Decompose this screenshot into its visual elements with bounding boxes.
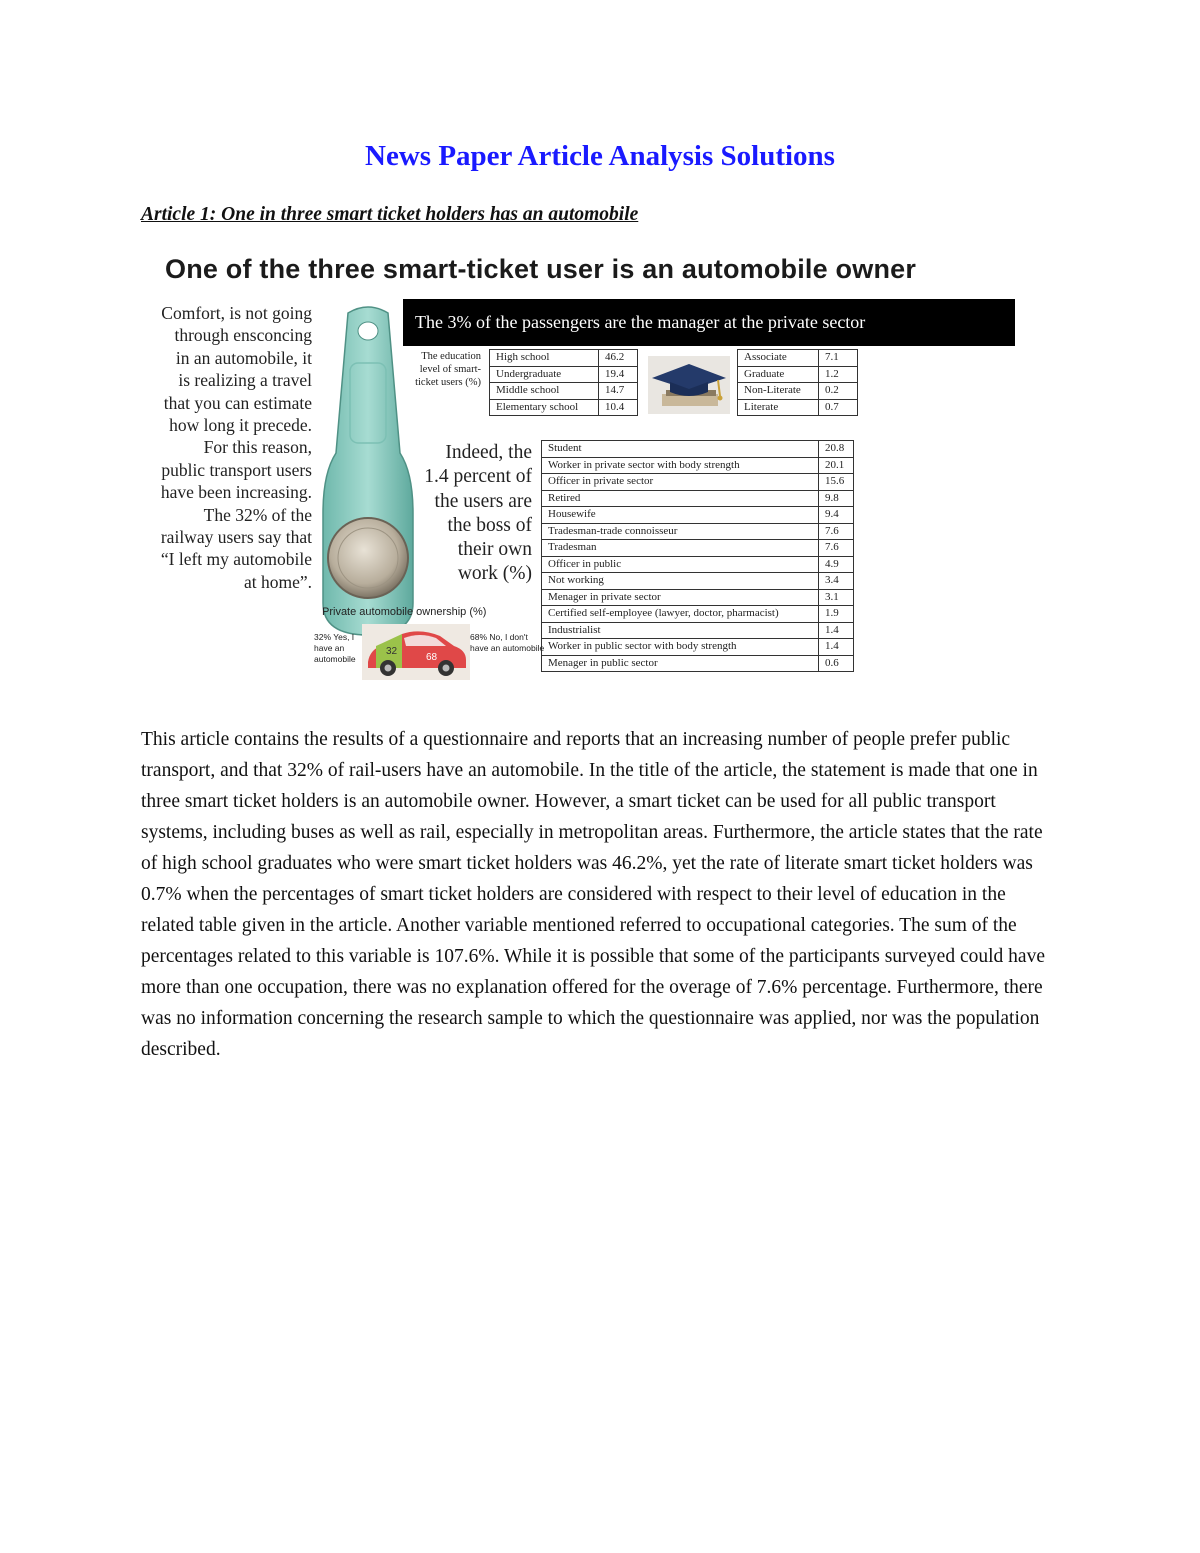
car-no-label: 68% No, I don't have an automobile — [470, 632, 545, 653]
table-cell: 9.8 — [819, 490, 854, 507]
table-cell: 7.6 — [819, 523, 854, 540]
table-cell: 7.1 — [819, 350, 858, 367]
analysis-paragraph: This article contains the results of a questionnaire and reports that an increasing number of people prefer public transport, and that 32% of rail-users have an automobile. In the title of the article, the statement is made that one in three smart ticket holders is an automobile owner. However, a smart ticket can be used for all public transport systems, including buses as well as rail, especially in metropolitan areas. Furthermore, the article states that the rate of high school graduates who were smart ticket holders was 46.2%, yet the rate of literate smart ticket holders was 0.7% when the percentages of smart ticket holders are considered with respect to their level of education in the related table given in the article. Another variable mentioned referred to occupational categories. The sum of the percentages related to this variable is 107.6%. While it is possible that some of the participants surveyed could have more than one occupation, there was no explanation offered for the overage of 7.6% percentage. Furthermore, there was no information concerning the research sample to which the questionnaire was applied, nor was the population described. — [141, 729, 1045, 1060]
education-table-label: The education level of smart-ticket users (%) — [415, 351, 481, 388]
page-title: News Paper Article Analysis Solutions — [365, 140, 835, 172]
table-cell: 3.1 — [819, 589, 854, 606]
table-row — [738, 366, 858, 383]
table-row — [738, 383, 858, 400]
table-row — [542, 655, 854, 672]
table-row — [490, 366, 638, 383]
table-cell: Officer in public — [542, 556, 819, 573]
table-cell: Graduate — [738, 366, 819, 383]
car-icon — [362, 624, 470, 680]
boss-text: Indeed, the 1.4 percent of the users are the boss of their own work (%) — [424, 442, 532, 585]
graduation-cap-icon — [648, 356, 730, 414]
table-cell: 19.4 — [599, 366, 638, 383]
table-cell: High school — [490, 350, 599, 367]
table-cell: 0.7 — [819, 399, 858, 416]
occupation-table — [541, 440, 854, 672]
figure-headline: One of the three smart-ticket user is an automobile owner — [165, 254, 917, 284]
education-table-left — [489, 349, 638, 416]
table-cell: 1.9 — [819, 606, 854, 623]
table-cell: 46.2 — [599, 350, 638, 367]
table-cell: Menager in public sector — [542, 655, 819, 672]
table-row — [542, 573, 854, 590]
table-cell: 15.6 — [819, 474, 854, 491]
car-no-value: 68 — [426, 652, 438, 663]
figure-quote: Comfort, is not going through ensconcing in an automobile, it is realizing a travel that you can estimate how long it precede. For this reason, public transport users have been increasing. The 32% of the railway users say that “I left my automobile at home”. — [160, 303, 312, 592]
table-cell: 1.4 — [819, 622, 854, 639]
table-cell: 7.6 — [819, 540, 854, 557]
table-cell: Menager in private sector — [542, 589, 819, 606]
table-cell: 20.8 — [819, 441, 854, 458]
table-row — [542, 523, 854, 540]
table-cell: Certified self-employee (lawyer, doctor, pharmacist) — [542, 606, 819, 623]
smart-ticket-keyfob-image — [318, 303, 418, 638]
table-cell: 9.4 — [819, 507, 854, 524]
table-cell: Tradesman — [542, 540, 819, 557]
table-cell: Housewife — [542, 507, 819, 524]
table-cell: 14.7 — [599, 383, 638, 400]
table-cell: 4.9 — [819, 556, 854, 573]
table-cell: Associate — [738, 350, 819, 367]
table-row — [490, 399, 638, 416]
table-row — [542, 540, 854, 557]
car-yes-value: 32 — [386, 646, 398, 657]
table-cell: Retired — [542, 490, 819, 507]
table-row — [542, 606, 854, 623]
table-row — [738, 399, 858, 416]
table-cell: Industrialist — [542, 622, 819, 639]
figure-banner: The 3% of the passengers are the manager at the private sector — [403, 299, 1015, 346]
table-cell: Non-Literate — [738, 383, 819, 400]
table-row — [738, 350, 858, 367]
table-row — [542, 556, 854, 573]
table-row — [490, 383, 638, 400]
car-ownership-title: Private automobile ownership (%) — [322, 606, 487, 618]
table-cell: Literate — [738, 399, 819, 416]
table-cell: Not working — [542, 573, 819, 590]
table-cell: 0.2 — [819, 383, 858, 400]
table-row — [490, 350, 638, 367]
article-subtitle: Article 1: One in three smart ticket holders has an automobile — [141, 204, 639, 225]
table-cell: Worker in private sector with body strength — [542, 457, 819, 474]
table-cell: 20.1 — [819, 457, 854, 474]
table-cell: Tradesman-trade connoisseur — [542, 523, 819, 540]
table-cell: Student — [542, 441, 819, 458]
table-cell: 1.2 — [819, 366, 858, 383]
table-cell: 10.4 — [599, 399, 638, 416]
table-row — [542, 639, 854, 656]
table-cell: Elementary school — [490, 399, 599, 416]
table-row — [542, 589, 854, 606]
table-cell: 0.6 — [819, 655, 854, 672]
table-row — [542, 441, 854, 458]
education-table-right — [737, 349, 858, 416]
table-row — [542, 507, 854, 524]
table-row — [542, 490, 854, 507]
table-cell: Middle school — [490, 383, 599, 400]
table-row — [542, 474, 854, 491]
table-cell: Officer in private sector — [542, 474, 819, 491]
table-row — [542, 622, 854, 639]
table-cell: 3.4 — [819, 573, 854, 590]
table-cell: Undergraduate — [490, 366, 599, 383]
table-cell: Worker in public sector with body strength — [542, 639, 819, 656]
table-row — [542, 457, 854, 474]
table-cell: 1.4 — [819, 639, 854, 656]
car-yes-label: 32% Yes, I have an automobile — [314, 632, 356, 664]
